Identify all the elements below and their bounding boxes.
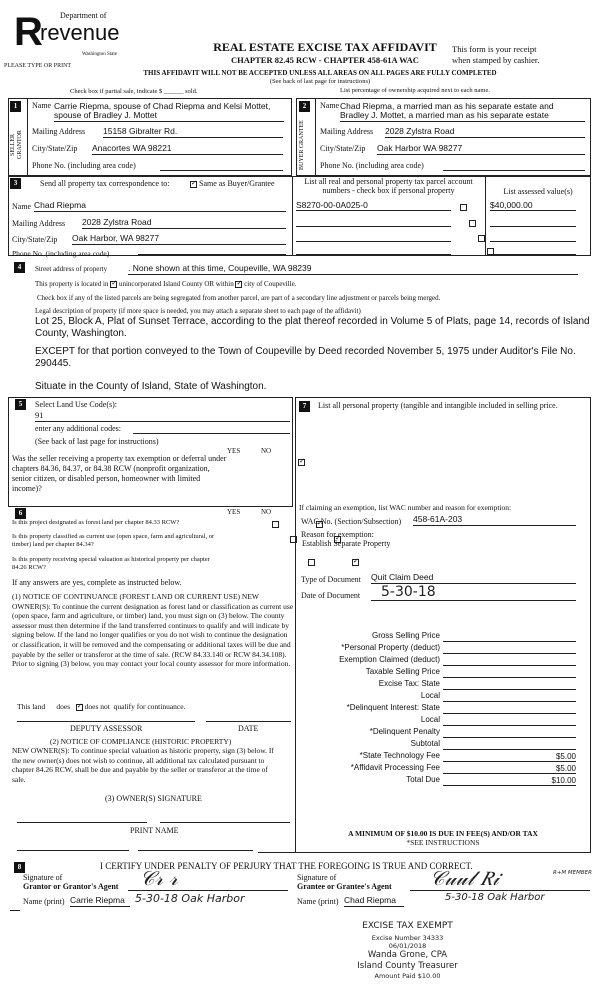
forest-land-question: Is this project designated as forest land per chapter 84.33 RCW? [12,519,180,526]
fee-value[interactable]: $10.00 [443,775,576,786]
fee-value[interactable]: $5.00 [443,763,576,774]
land-use-code[interactable]: 91 [35,410,290,422]
name-label: Name [12,202,32,211]
fee-label: *Delinquent Interest: State [346,703,440,712]
see-instructions: *SEE INSTRUCTIONS [406,838,480,847]
fee-label: *Personal Property (deduct) [341,643,440,652]
grantee-agent-label: Grantee or Grantee's Agent [297,882,392,891]
logo-sub: Washington State [82,52,118,57]
grantor-signature: 𝒞𝓇 𝓇 [140,866,178,890]
unincorporated-label: unincorporated Island County OR within [118,280,234,288]
section-number: 2 [299,101,310,112]
personal-property-checkbox[interactable] [460,204,467,211]
fee-value[interactable] [443,739,576,750]
reason-label: Reason for exemption: [301,530,374,539]
parcel-header-2: numbers - check box if personal property [322,186,455,195]
fee-value[interactable] [443,655,576,666]
stamp-date: 06/01/2018 [388,942,427,950]
notice-of-compliance: NEW OWNER(S): To continue special valuation as historic property, sign (3) below. If the new owner(s) does not wish to continue, all additional tax calculated pursuant to chapter 84.26 RCW, shall be due and payable by the seller or transferor at the time of sale. [12,746,274,784]
fee-label: Subtotal [410,739,440,748]
section-number: 7 [299,401,310,412]
fee-value[interactable] [443,691,576,702]
mailing-address-label: Mailing Address [12,219,66,228]
seller-name-2[interactable]: spouse of Bradley J. Mottet [54,110,284,122]
legal-description-2[interactable]: EXCEPT for that portion conveyed to the Town of Coupeville by Deed recorded November 5, 1975 under Auditor's File No. 290445. [35,346,576,369]
yes-header: YES [227,447,241,455]
if-yes-note: If any answers are yes, complete as instructed below. [12,578,182,587]
partial-sale: Check box if partial sale, indicate $ ______ sold. [70,88,198,95]
parcel-number[interactable] [296,216,451,227]
fee-label: Total Due [406,775,440,784]
buyer-name-1[interactable]: Chad Riepma, a married man as his separate estate and [340,101,554,111]
notice-of-compliance-title: (2) NOTICE OF COMPLIANCE (HISTORIC PROPERTY) [50,737,232,746]
personal-property-label: List all personal property (tangible and intangible included in selling price. [318,401,558,410]
section-number: 8 [14,862,25,873]
owner-signature-line[interactable] [17,822,147,823]
buyer-city[interactable]: Oak Harbor WA 98277 [377,143,585,155]
grantee-signature: 𝒞𝓊𝓊𝓁 𝑅𝒾 [430,866,500,890]
assessed-value[interactable] [490,216,576,227]
unincorporated-checkbox[interactable] [110,281,117,288]
city-label: city of Coupeville. [244,280,297,288]
grantor-print-name[interactable]: Carrie Riepma [70,895,130,907]
does-not-label: does not [84,702,110,711]
name-print-label: Name (print) [297,897,339,906]
grantor-handwritten-date: 5-30-18 Oak Harbor [135,892,245,905]
fee-value[interactable] [443,631,576,642]
phone-label: Phone No. (including area code) [32,161,136,170]
legal-description-label: Legal description of property (if more space is needed, you may attach a separate sheet to each page of the affidavit) [35,307,361,315]
send-correspondence-label: Send all property tax correspondence to: [40,179,170,188]
wac-number[interactable]: 458-61A-203 [413,514,576,526]
legal-description-1[interactable]: Lot 25, Block A, Plat of Sunset Terrace, according to the plat thereof recorded in Volume 5 of Plats, page 14, records of Island County, Washington. [35,316,590,339]
section-number: 1 [10,101,21,112]
exemption-reason[interactable]: Establish Separate Property [302,539,391,548]
name-print-label: Name (print) [23,897,65,906]
grantee-print-name[interactable]: Chad Riepma [344,895,404,907]
form-title: REAL ESTATE EXCISE TAX AFFIDAVIT [213,40,437,54]
document-date[interactable]: 5-30-18 [371,584,576,601]
correspondence-address[interactable]: 2028 Zylstra Road [82,217,286,229]
seller-address[interactable]: 15158 Gibralter Rd. [103,126,283,138]
fee-label: *Affidavit Processing Fee [350,763,440,772]
logo-top: Department of [60,11,107,20]
section-number: 5 [15,399,26,410]
historical-question: Is this property receiving special valuation as historical property per chapter 84.26 RCW? [12,556,210,571]
buyer-grantee-label: BUYER GRANTEE [299,120,305,170]
name-label: Name [32,101,52,110]
seller-phone[interactable] [160,160,283,171]
property-street-address[interactable]: . None shown at this time, Coupeville, WA 98239 [128,263,578,275]
continuance-row [17,702,185,711]
assessed-value[interactable]: $40,000.00 [490,200,576,211]
additional-codes-field[interactable] [133,433,290,434]
correspondence-name[interactable]: Chad Riepma [34,200,286,212]
no-header: NO [261,508,272,516]
buyer-address[interactable]: 2028 Zylstra Road [385,126,585,138]
legal-description-3[interactable]: Situate in the County of Island, State of Washington. [35,381,267,392]
seller-name-1[interactable]: Carrie Riepma, spouse of Chad Riepma and Kelsi Mottet, [54,101,271,111]
owner-signature-label: (3) OWNER(S) SIGNATURE [105,794,202,803]
property-location [35,280,297,288]
no-header: NO [261,447,272,455]
notice-of-continuance: (1) NOTICE OF CONTINUANCE (FOREST LAND OR CURRENT USE) NEW OWNER(S): To continue the current designation as forest land or classification as current use (open space, farm and agriculture, or timber) land, you must sign on (3) below. The county assessor must then determine if the land transferred continues to qualify and will indicate by signing below. If the land no longer qualifies or you do not wish to continue the designation or classification, it will be removed and the compensating or additional taxes will be due and payable by the seller or transferor at the time of sale. (RCW 84.33.140 or RCW 84.34.108). Prior to signing (3) below, you may contact your local county assessor for more information. [12,592,294,669]
fee-label: Local [420,715,440,724]
personal-property-checkbox[interactable] [469,220,476,227]
logo-main: revenue [40,20,120,45]
seller-grantor-label: SELLER GRANTOR [10,130,23,160]
fee-label: Gross Selling Price [371,631,440,640]
logo-r-mark: R [14,10,43,54]
fee-label: *Delinquent Penalty [369,727,440,736]
receipt-note-1: This form is your receipt [452,44,537,54]
phone-label: Phone No. (including area code) [320,161,424,170]
mailing-address-label: Mailing Address [320,127,374,136]
fee-label: Local [420,691,440,700]
additional-codes-label: enter any additional codes: [35,424,121,433]
parcel-number[interactable] [296,231,451,242]
warning: THIS AFFIDAVIT WILL NOT BE ACCEPTED UNLESS ALL AREAS ON ALL PAGES ARE FULLY COMPLETED [143,69,497,77]
land-use-label: Select Land Use Code(s): [35,400,117,409]
fee-value[interactable]: $5.00 [443,751,576,762]
same-as-buyer-label: Same as Buyer/Grantee [199,179,275,188]
located-label: This property is located in [35,280,109,288]
stamp-treasurer-title: Island County Treasurer [357,961,458,971]
parcel-number[interactable]: S8270-00-0A025-0 [296,200,451,211]
checkbox-checked[interactable] [190,181,197,188]
stamp-excise-number: Excise Number 34333 [371,934,444,942]
date-label: DATE [238,724,259,733]
assessed-value[interactable] [490,231,576,242]
fee-label: Excise Tax: State [378,679,440,688]
city-checkbox[interactable] [235,281,242,288]
document-date-label: Date of Document [301,591,361,600]
grantee-handwritten-date: 5-30-18 Oak Harbor [445,892,545,903]
fee-value[interactable] [443,643,576,654]
current-use-question: Is this property classified as current use (open space, farm and agricultural, or timber) land per chapter 84.34? [12,533,215,548]
percentage-note: List percentage of ownership acquired next to each name. [340,87,490,94]
personal-property-checkbox[interactable] [478,235,485,242]
fee-value[interactable] [443,715,576,726]
name-label: Name [320,101,340,110]
city-label: City/State/Zip [32,144,78,153]
certify-statement: I CERTIFY UNDER PENALTY OF PERJURY THAT THE FOREGOING IS TRUE AND CORRECT. [100,861,473,871]
see-back-note: (See back of last page for instructions) [35,437,159,446]
fee-label: Exemption Claimed (deduct) [339,655,440,664]
yes-header: YES [227,508,241,516]
grantor-signature-line[interactable] [128,890,288,891]
correspondence-city[interactable]: Oak Harbor, WA 98277 [72,233,286,245]
please-type: PLEASE TYPE OR PRINT [4,63,72,69]
buyer-phone[interactable] [443,160,585,171]
print-name-label: PRINT NAME [130,826,179,835]
fee-value[interactable] [443,667,576,678]
document-type-label: Type of Document [301,575,361,584]
minimum-note: A MINIMUM OF $10.00 IS DUE IN FEE(S) AND/OR TAX [348,829,538,838]
see-back: (See back of last page for instructions) [269,78,371,85]
section-number: 6 [15,508,26,519]
form-chapter: CHAPTER 82.45 RCW - CHAPTER 458-61A WAC [231,55,419,65]
section-number: 4 [14,262,25,273]
exemption-question: Was the seller receiving a property tax exemption or deferral under chapters 84.36, 84.37, or 84.38 RCW (nonprofit organization, senior citizen, or disabled person, homeowner with limited income)? [12,454,227,493]
grantor-agent-label: Grantor or Grantor's Agent [23,882,119,891]
city-label: City/State/Zip [12,235,58,244]
fee-value[interactable] [443,727,576,738]
stamp-amount-paid: Amount Paid $10.00 [374,972,441,980]
assessed-header: List assessed value(s) [503,187,573,196]
correspondence-phone[interactable] [138,244,286,255]
signature-of-label: Signature of [23,873,63,882]
assessed-value[interactable] [490,244,576,255]
does-not-checkbox[interactable] [76,704,83,711]
fee-value[interactable] [443,679,576,690]
wac-label: WAC No. (Section/Subsection) [301,517,402,526]
mailing-address-label: Mailing Address [32,127,86,136]
owner-signature-line[interactable] [160,822,290,823]
document-type[interactable]: Quit Claim Deed [371,572,576,584]
does-label: does [56,702,71,711]
buyer-name-2[interactable]: Bradley J. Mottet, a married man as his separate estate [340,110,585,122]
parcel-header-1: List all real and personal property tax parcel account [304,177,473,186]
receipt-note-2: when stamped by cashier. [452,55,540,65]
deputy-assessor-label: DEPUTY ASSESSOR [70,724,143,733]
seller-city[interactable]: Anacortes WA 98221 [92,143,283,155]
phone-label: Phone No. (including area code) [12,249,110,258]
grantee-signature-line[interactable] [410,890,590,891]
same-as-buyer-checkbox[interactable] [190,179,275,188]
signature-of-label: Signature of [297,873,337,882]
stamp-title: EXCISE TAX EXEMPT [362,921,453,931]
exemption-label: If claiming an exemption, list WAC number and reason for exemption: [299,503,512,512]
city-label: City/State/Zip [320,144,366,153]
fee-value[interactable] [443,703,576,714]
fee-label: *State Technology Fee [359,751,440,760]
street-address-label: Street address of property [35,265,108,273]
grantee-note: R+M MEMBER [553,870,592,876]
this-land-label: This land [17,702,46,711]
parcel-number[interactable] [296,244,451,255]
fee-label: Taxable Selling Price [365,667,440,676]
forest-yes-checkbox[interactable] [272,521,279,528]
segregated-note: Check box if any of the listed parcels are being segregated from another parcel, are part of a secondary line adjustment or parcels being merged. [37,294,441,302]
qualify-label: qualify for continuance. [113,702,186,711]
section-number: 3 [10,178,21,189]
stamp-treasurer-name: Wanda Grone, CPA [367,950,448,960]
